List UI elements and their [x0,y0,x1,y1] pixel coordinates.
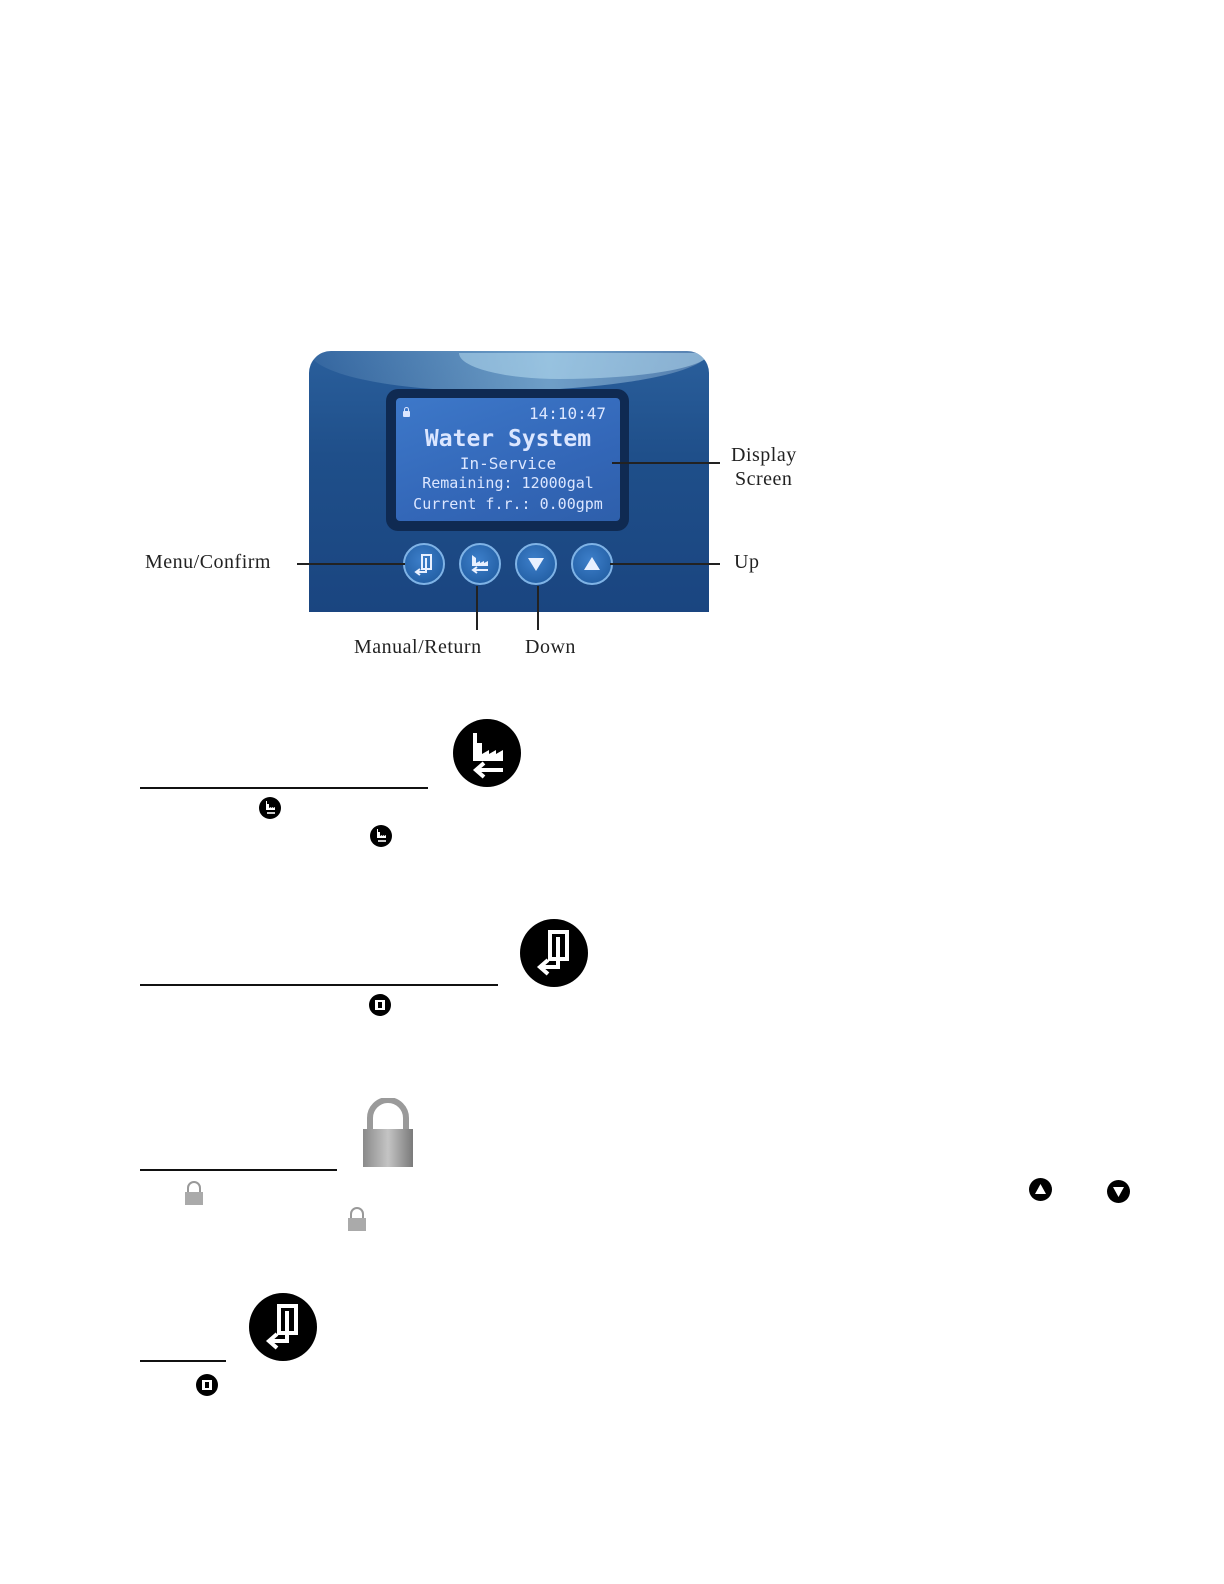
display-screen-leader-line [612,462,720,464]
manual-return-icon [468,552,492,576]
menu-confirm-label: Menu/Confirm [145,551,271,573]
padlock-icon [360,1098,416,1168]
down-button[interactable] [515,543,557,585]
display-remaining: Remaining: 12000gal [422,474,594,492]
manual-return-icon [259,797,281,819]
display-title: Water System [424,426,592,452]
manual-return-button[interactable] [459,543,501,585]
menu-confirm-button[interactable] [403,543,445,585]
down-label: Down [525,636,576,658]
menu-confirm-icon [369,994,391,1016]
section-heading-rule [140,1360,226,1362]
padlock-icon [347,1207,367,1231]
display-status: In-Service [459,454,557,473]
display-flow-rate: Current f.r.: 0.00gpm [413,495,603,513]
menu-confirm-icon [412,552,436,576]
down-arrow-icon [524,552,548,576]
menu-confirm-icon [520,919,588,987]
manual-return-icon [370,825,392,847]
down-arrow-icon [1107,1180,1130,1203]
padlock-icon [184,1181,204,1205]
display-screen-label-line2: Screen [735,468,793,490]
manual-return-label: Manual/Return [354,636,482,658]
up-button[interactable] [571,543,613,585]
up-label: Up [734,551,760,573]
up-arrow-icon [580,552,604,576]
menu-confirm-icon [249,1293,317,1361]
up-leader-line [610,563,720,565]
display-screen-label-line1: Display [731,444,797,466]
down-leader-line [537,586,539,630]
manual-return-icon [453,719,521,787]
menu-confirm-icon [196,1374,218,1396]
section-heading-rule [140,787,428,789]
display-screen [396,398,620,521]
section-heading-rule [140,1169,337,1171]
manual-return-leader-line [476,586,478,630]
section-heading-rule [140,984,498,986]
display-time: 14:10:47 [528,404,606,423]
menu-confirm-leader-line [297,563,405,565]
up-arrow-icon [1029,1178,1052,1201]
